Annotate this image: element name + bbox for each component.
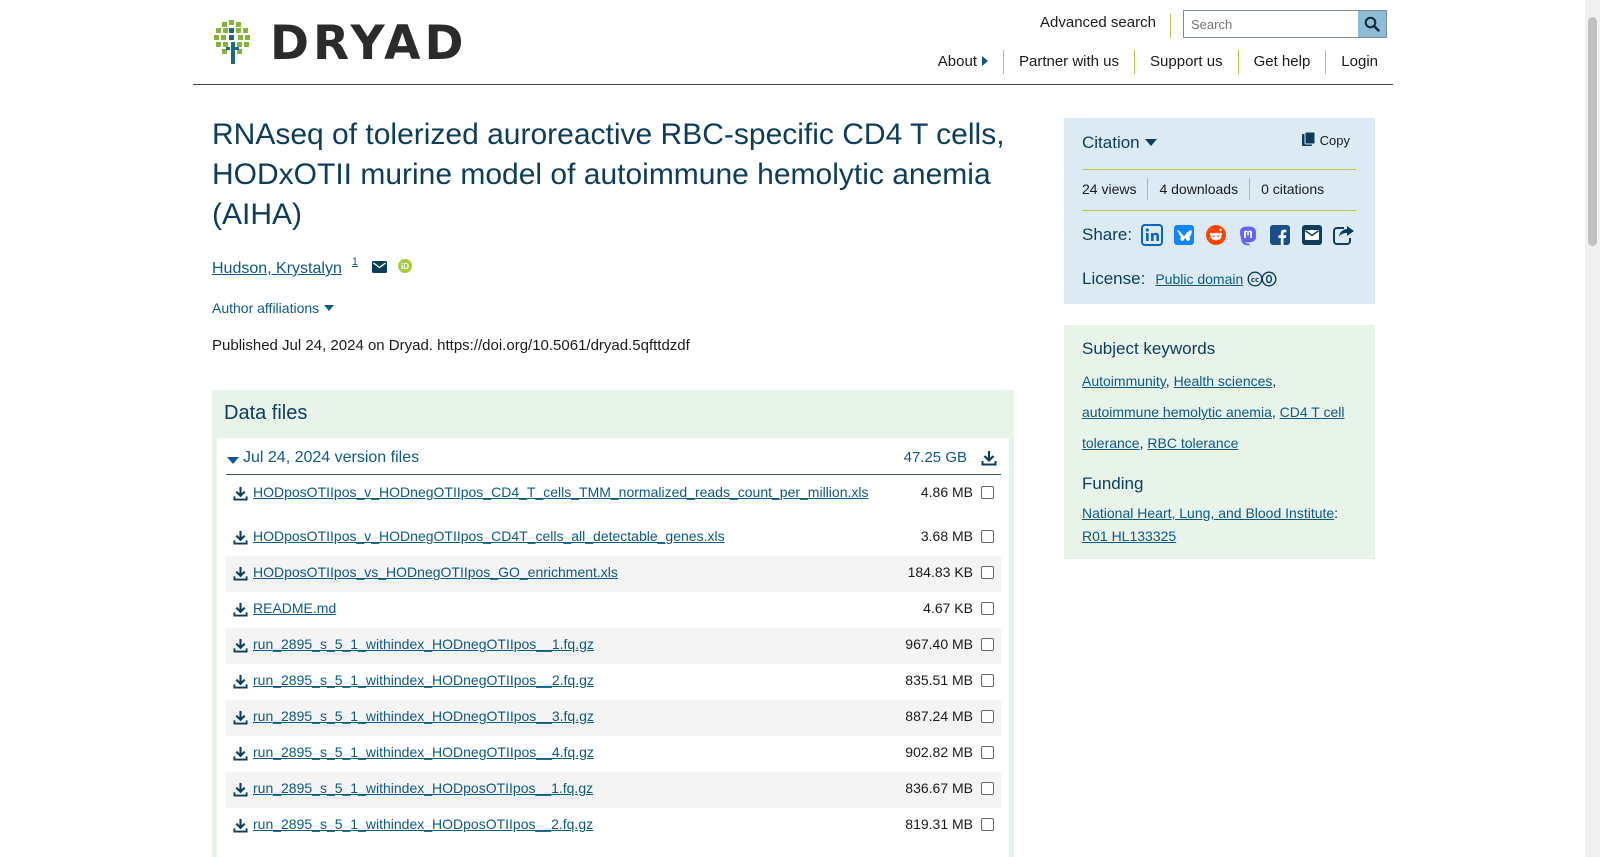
divider [1082,169,1356,170]
file-name-link[interactable]: run_2895_s_5_1_withindex_HODnegOTIIpos__2.fq.gz [253,672,594,688]
author-link[interactable]: Hudson, Krystalyn [212,260,342,277]
citation-title: Citation [1082,133,1140,152]
file-size: 4.86 MB [920,484,973,500]
page-scrollbar[interactable] [1585,0,1600,857]
file-name-link[interactable]: HODposOTIIpos_vs_HODnegOTIIpos_GO_enrichment.xls [253,564,618,580]
published-line: Published Jul 24, 2024 on Dryad. https://doi.org/10.5061/dryad.5qfttdzdf [212,337,690,354]
file-name-link[interactable]: run_2895_s_5_1_withindex_HODposOTIIpos__1.fq.gz [253,780,594,796]
data-files-inner [217,438,1009,857]
file-name-link[interactable]: HODposOTIIpos_v_HODnegOTIIpos_CD4T_cells_all_detectable_genes.xls [253,528,725,544]
file-download-icon[interactable] [233,638,248,658]
file-row [226,520,1001,556]
license-label: License: [1082,269,1146,288]
version-size: 47.25 GB [903,449,967,466]
facebook-icon[interactable] [1268,223,1292,247]
file-download-icon[interactable] [233,710,248,730]
citations-count: 0 citations [1249,178,1335,200]
author-affiliations-label: Author affiliations [212,300,320,316]
license-link[interactable]: Public domain [1155,271,1244,287]
file-download-icon[interactable] [233,602,248,622]
file-download-icon[interactable] [233,818,248,838]
svg-text:cc: cc [1251,276,1260,284]
site-header [193,0,1393,85]
share-row [1082,223,1364,247]
citation-toggle[interactable] [1082,133,1157,153]
file-row [226,628,1001,664]
file-select-checkbox[interactable] [981,782,994,795]
file-select-checkbox[interactable] [981,746,994,759]
keyword-link[interactable]: Autoimmunity [1082,373,1166,389]
nav-help[interactable]: Get help [1238,50,1326,74]
file-row [226,700,1001,736]
license-row [1082,269,1279,289]
share-icon[interactable] [1332,223,1356,247]
file-select-checkbox[interactable] [981,486,994,499]
award-link[interactable]: R01 HL133325 [1082,528,1177,544]
orcid-icon[interactable]: iD [398,259,412,273]
file-row [226,476,1001,520]
file-name-link[interactable]: run_2895_s_5_1_withindex_HODposOTIIpos__2.fq.gz [253,816,594,832]
file-download-icon[interactable] [233,782,248,802]
file-select-checkbox[interactable] [981,638,994,651]
file-size: 836.67 MB [905,780,973,796]
file-name-link[interactable]: run_2895_s_5_1_withindex_HODnegOTIIpos__4.fq.gz [253,744,594,760]
funder-link[interactable]: National Heart, Lung, and Blood Institute [1082,505,1335,521]
file-name-link[interactable]: run_2895_s_5_1_withindex_HODnegOTIIpos__1.fq.gz [253,636,594,652]
dataset-title: RNAseq of tolerized auroreactive RBC-specific CD4 T cells, HODxOTII murine model of autoimmune hemolytic anemia (AIHA) [212,118,1005,231]
data-files-heading: Data files [224,402,308,424]
keyword-link[interactable]: RBC tolerance [1147,435,1239,451]
scroll-thumb[interactable] [1588,17,1597,246]
file-select-checkbox[interactable] [981,530,994,543]
file-select-checkbox[interactable] [981,818,994,831]
copy-label: Copy [1319,132,1350,148]
metrics [1082,178,1335,200]
download-all-icon[interactable] [981,450,997,471]
caret-down-icon [227,457,239,464]
file-row [226,808,1001,844]
clipboard-icon [1302,132,1315,148]
keywords-panel [1064,325,1375,559]
caret-right-icon [982,56,988,66]
keyword-link[interactable]: Health sciences [1173,373,1273,389]
advanced-search-link[interactable]: Advanced search [1040,14,1171,38]
file-name-link[interactable]: README.md [253,600,337,616]
search-icon [1364,16,1380,32]
version-row[interactable] [226,446,1001,475]
file-download-icon[interactable] [233,530,248,550]
nav-about[interactable] [923,50,1003,74]
divider [1082,210,1356,211]
data-files-panel [212,390,1014,857]
file-size: 4.67 KB [923,600,973,616]
author-affiliation-number[interactable]: 1 [351,256,358,268]
keyword-link[interactable]: autoimmune hemolytic anemia [1082,404,1272,420]
file-name-link[interactable]: run_2895_s_5_1_withindex_HODnegOTIIpos__3.fq.gz [253,708,594,724]
file-select-checkbox[interactable] [981,674,994,687]
file-row [226,556,1001,592]
funding-entry: National Heart, Lung, and Blood Institute: R01 HL133325 [1082,505,1339,544]
keywords-title: Subject keywords [1082,339,1216,358]
linkedin-icon[interactable] [1140,223,1164,247]
logo-wordmark: DRYAD [270,16,468,71]
file-name-link[interactable]: HODposOTIIpos_v_HODnegOTIIpos_CD4_T_cells_TMM_normalized_reads_count_per_million.xls [253,484,869,500]
file-download-icon[interactable] [233,566,248,586]
main-nav [923,49,1393,75]
email-icon[interactable] [372,260,387,278]
dryad-logo[interactable] [212,16,468,71]
citation-panel [1064,118,1375,304]
file-size: 835.51 MB [905,672,973,688]
caret-down-icon [1145,139,1157,146]
share-label: Share: [1082,225,1133,244]
file-size: 887.24 MB [905,708,973,724]
nav-login[interactable]: Login [1325,50,1393,74]
author-row [212,256,412,278]
email-share-icon[interactable] [1300,223,1324,247]
file-download-icon[interactable] [233,486,248,506]
file-select-checkbox[interactable] [981,602,994,615]
file-row [226,772,1001,808]
caret-down-icon [324,305,334,311]
reddit-icon[interactable] [1204,223,1228,247]
copy-citation-button[interactable] [1302,132,1350,148]
search-input[interactable] [1184,11,1358,37]
keyword-link[interactable]: CD4 T cell tolerance [1082,404,1345,451]
search-button[interactable] [1358,11,1386,37]
file-download-icon[interactable] [233,746,248,766]
nav-about-label: About [937,53,977,70]
nav-support[interactable]: Support us [1134,50,1238,74]
file-row [226,664,1001,700]
nav-partner[interactable]: Partner with us [1003,50,1134,74]
file-list [226,476,1001,844]
downloads-count: 4 downloads [1147,178,1249,200]
file-size: 967.40 MB [905,636,973,652]
search-box [1183,10,1387,38]
file-download-icon[interactable] [233,674,248,694]
cc-zero-icon [1247,271,1279,287]
keyword-list: Autoimmunity, Health sciences, autoimmune hemolytic anemia, CD4 T cell tolerance, RBC tolerance [1082,373,1345,451]
file-size: 819.31 MB [905,816,973,832]
tree-logo-icon [212,20,252,64]
views-count: 24 views [1082,181,1137,197]
file-size: 902.82 MB [905,744,973,760]
version-label[interactable]: Jul 24, 2024 version files [243,449,420,466]
file-size: 3.68 MB [920,528,973,544]
bluesky-icon[interactable] [1172,223,1196,247]
file-select-checkbox[interactable] [981,710,994,723]
file-size: 184.83 KB [907,564,973,580]
file-row [226,592,1001,628]
mastodon-icon[interactable] [1236,223,1260,247]
funding-title: Funding [1082,474,1144,493]
file-row [226,736,1001,772]
file-select-checkbox[interactable] [981,566,994,579]
author-affiliations-toggle[interactable] [212,300,334,316]
